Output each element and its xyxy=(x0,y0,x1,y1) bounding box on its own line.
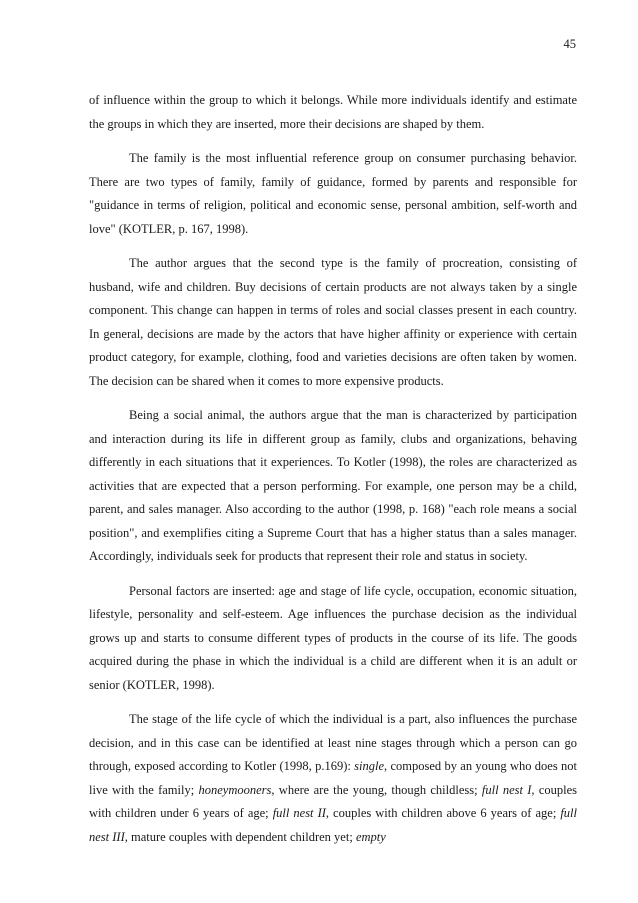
italic-term-full-nest-2: full nest II xyxy=(272,806,326,820)
text-run: The stage of the life cycle of which the individual is a part, also influences the purchase decision, and in this case can be identified at least nine stages through which a person can go through, exposed according to Kotler (1998, p.169): xyxy=(89,712,577,773)
text-run: , mature couples with dependent children yet; xyxy=(124,829,356,844)
paragraph-life-cycle xyxy=(89,708,577,849)
italic-term-empty: empty xyxy=(355,829,386,844)
text-run: , composed by an young who does not live with the family; xyxy=(89,759,577,797)
italic-term-honeymooners: honeymooners xyxy=(198,782,272,797)
italic-term-full-nest-3: full nest III xyxy=(89,806,577,844)
italic-term-full-nest-1: full nest I xyxy=(481,782,532,797)
paragraph-continuation: of influence within the group to which it belongs. While more individuals identify and estimate the groups in which they are inserted, more their decisions are shaped by them. xyxy=(89,93,577,131)
paragraph-personal-factors: Personal factors are inserted: age and stage of life cycle, occupation, economic situation, lifestyle, personality and self-esteem. Age influences the purchase decision as the individual grows up and starts to consume different types of products in the course of its life. The goods acquired during the phase in which the individual is a child are different when it is an adult or senior (KOTLER, 1998). xyxy=(89,583,577,692)
italic-term-single: single xyxy=(354,759,385,773)
text-run: , couples with children above 6 years of age; xyxy=(325,806,561,820)
paragraph-social-roles: Being a social animal, the authors argue that the man is characterized by participation and interaction during its life in different group as family, clubs and organizations, behaving differently in each situations that it experiences. To Kotler (1998), the roles are characterized as activities that are expected that a person performing. For example, one person may be a child, parent, and sales manager. Also according to the author (1998, p. 168) "each role means a social position", and exemplifies citing a Supreme Court that has a higher status than a sales manager. Accordingly, individuals seek for products that represent their role and status in society. xyxy=(89,408,577,563)
paragraph-procreation: The author argues that the second type is the family of procreation, consisting of husband, wife and children. Buy decisions of certain products are not always taken by a single component. This change can happen in terms of roles and social classes present in each country. In general, decisions are made by the actors that have higher affinity or experience with certain product category, for example, clothing, food and varieties decisions are often taken by women. The decision can be shared when it comes to more expensive products. xyxy=(89,256,577,388)
document-body xyxy=(89,89,577,849)
text-run: , couples with children under 6 years of age; xyxy=(89,782,578,820)
text-run: , where are the young, though childless; xyxy=(271,782,482,797)
paragraph-family: The family is the most influential reference group on consumer purchasing behavior. There are two types of family, family of guidance, formed by parents and responsible for "guidance in terms of religion, political and economic sense, personal ambition, self-worth and love" (KOTLER, p. 167, 1998). xyxy=(89,151,577,236)
page-number: 45 xyxy=(563,37,576,51)
